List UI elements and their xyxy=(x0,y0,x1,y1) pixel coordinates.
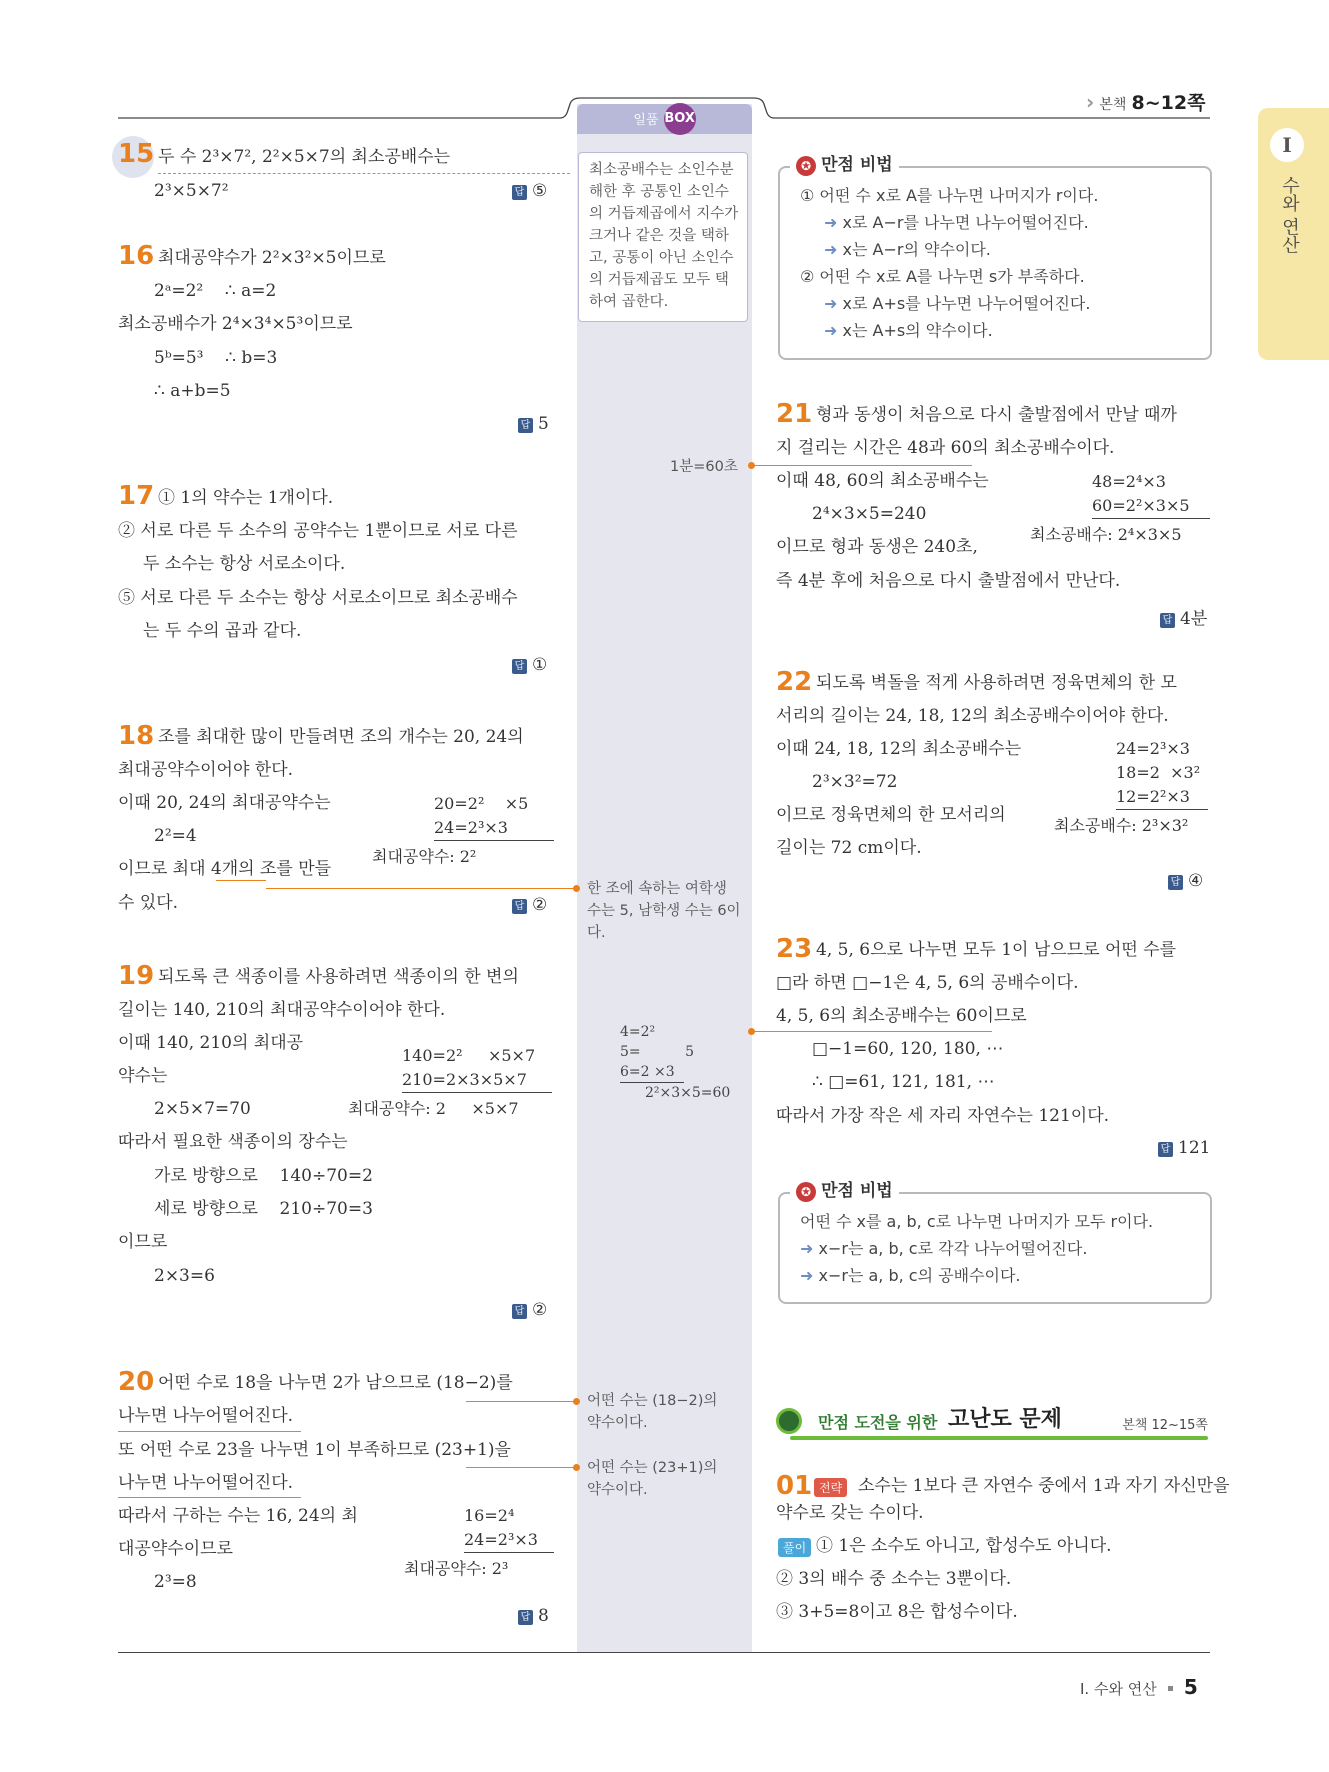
answer-icon: 답 xyxy=(1168,875,1183,890)
problem-21-line4: 2⁴×3×5=240 xyxy=(812,504,927,524)
problem-22-number: 22 xyxy=(776,667,813,697)
answer-icon: 답 xyxy=(518,418,533,433)
problem-22-answer: 답 ④ xyxy=(1168,871,1203,891)
arrow-icon: ➜ xyxy=(824,294,838,313)
problem-15-line2: 2³×5×7² xyxy=(154,181,229,201)
problem-22-line2: 서리의 길이는 24, 18, 12의 최소공배수이어야 한다. xyxy=(776,706,1169,726)
problem-22-line4: 2³×3²=72 xyxy=(812,772,898,792)
solution-badge: 풀이 xyxy=(778,1538,811,1557)
problem-19-line10: 2×3=6 xyxy=(154,1266,215,1286)
problem-20-calc: 16=2⁴ 24=2³×3 최대공약수: 2³ xyxy=(404,1504,554,1581)
answer-icon: 답 xyxy=(1160,613,1175,628)
connector-21 xyxy=(752,465,972,466)
problem-21-line5: 이므로 형과 동생은 240초, xyxy=(776,537,978,557)
problem-16-answer: 답 5 xyxy=(518,414,549,434)
answer-icon: 답 xyxy=(512,1304,527,1319)
problem-19-line1: 되도록 큰 색종이를 사용하려면 색종이의 한 변의 xyxy=(158,967,519,987)
problem-18-number: 18 xyxy=(118,721,155,751)
problem-17-line4: ⑤ 서로 다른 두 소수는 항상 서로소이므로 최소공배수 xyxy=(118,588,518,608)
answer-icon: 답 xyxy=(512,659,527,674)
problem-18-line4: 2²=4 xyxy=(154,826,197,846)
problem-20-line7: 2³=8 xyxy=(154,1572,197,1592)
problem-21-line2: 지 걸리는 시간은 48과 60의 최소공배수이다. xyxy=(776,438,1115,458)
connector-20a-dot xyxy=(573,1398,580,1405)
footer-rule xyxy=(118,1652,1210,1653)
underline-20b xyxy=(118,1497,301,1498)
problem-15-answer: 답 ⑤ xyxy=(512,181,547,201)
problem-15-line1: 두 수 2³×7², 2²×5×7의 최소공배수는 xyxy=(158,147,451,167)
problem-22-calc: 24=2³×3 18=2 ×3² 12=2²×3 최소공배수: 2³×3² xyxy=(1054,737,1208,838)
problem-21-number: 21 xyxy=(776,399,813,429)
connector-20b xyxy=(466,1467,576,1468)
connector-18 xyxy=(216,880,266,881)
problem-19-calc: 140=2² ×5×7 210=2×3×5×7 최대공약수: 2 ×5×7 xyxy=(348,1044,552,1121)
problem-15-number: 15 xyxy=(118,139,155,169)
sidebar-note-group: 한 조에 속하는 여학생 수는 5, 남학생 수는 6이 다. xyxy=(587,881,741,941)
problem-22-line6: 길이는 72 cm이다. xyxy=(776,838,922,858)
problem-17-answer: 답 ① xyxy=(512,655,547,675)
lightbulb-icon: ✪ xyxy=(796,156,816,176)
answer-icon: 답 xyxy=(518,1610,533,1625)
problem-16-number: 16 xyxy=(118,241,155,271)
arrow-icon: ➜ xyxy=(824,213,838,232)
problem-01-number: 01 xyxy=(776,1471,813,1501)
problem-21-line6: 즉 4분 후에 처음으로 다시 출발점에서 만난다. xyxy=(776,571,1121,591)
problem-18-line2: 최대공약수이어야 한다. xyxy=(118,760,294,780)
problem-01-line3: ③ 3+5=8이고 8은 합성수이다. xyxy=(776,1602,1018,1622)
problem-20-line2: 나누면 나누어떨어진다. xyxy=(118,1406,294,1426)
problem-20-line4: 나누면 나누어떨어진다. xyxy=(118,1473,294,1493)
chapter-title: 수와 연산 xyxy=(1279,176,1300,254)
problem-19-line9: 이므로 xyxy=(118,1232,168,1252)
problem-01-line2: ② 3의 배수 중 소수는 3뿐이다. xyxy=(776,1569,1012,1589)
arrow-icon: ➜ xyxy=(824,321,838,340)
problem-01-line1: ① 1은 소수도 아니고, 합성수도 아니다. xyxy=(816,1536,1112,1556)
problem-16-line3: 최소공배수가 2⁴×3⁴×5³이므로 xyxy=(118,314,353,334)
problem-17-line5: 는 두 수의 곱과 같다. xyxy=(143,621,302,641)
problem-18-line5: 이므로 최대 4개의 조를 만들 xyxy=(118,859,332,879)
lightbulb-icon: ✪ xyxy=(796,1182,816,1202)
connector-20b-dot xyxy=(573,1464,580,1471)
problem-20-line1: 어떤 수로 18을 나누면 2가 남으므로 (18−2)를 xyxy=(158,1373,513,1393)
connector-23 xyxy=(752,1031,992,1032)
problem-21-line3: 이때 48, 60의 최소공배수는 xyxy=(776,471,989,491)
problem-17-line3: 두 소수는 항상 서로소이다. xyxy=(143,554,346,574)
problem-23-answer: 답 121 xyxy=(1158,1138,1210,1158)
problem-22-line1: 되도록 벽돌을 적게 사용하려면 정육면체의 한 모 xyxy=(816,673,1177,693)
box-header: 일품 BOX xyxy=(577,104,752,134)
problem-18-line3: 이때 20, 24의 최대공약수는 xyxy=(118,793,331,813)
sidebar-calc: 4=2² 5= 5 6=2 ×3 2²×3×5=60 xyxy=(620,1024,731,1101)
tip-2-lines: 어떤 수 x를 a, b, c로 나누면 나머지가 모두 r이다. ➜ x−r는 a, b, c로 각각 나누어떨어진다. ➜ x−r는 a, b, c의 공배수이다. xyxy=(800,1212,1154,1285)
sidebar-box-lcm: 최소공배수는 소인수분 해한 후 공통인 소인수 의 거듭제곱에서 지수가 크거나 같은 것을 택하 고, 공통이 아닌 소인수 의 거듭제곱도 모두 택 하여 곱한다. xyxy=(578,152,748,322)
section-header: 만점 도전을 위한 고난도 문제 본책 12~15쪽 xyxy=(776,1400,1208,1444)
arrow-icon: ➜ xyxy=(800,1266,814,1285)
problem-17-number: 17 xyxy=(118,481,155,511)
problem-20-line5: 따라서 구하는 수는 16, 24의 최 xyxy=(118,1506,358,1526)
connector-21-dot xyxy=(748,462,755,469)
page-ref: › 본책 8~12쪽 xyxy=(1086,90,1206,114)
problem-19-line8: 세로 방향으로 210÷70=3 xyxy=(154,1199,373,1219)
sidebar-note-20b: 어떤 수는 (23+1)의 약수이다. xyxy=(587,1460,718,1498)
problem-23-line5: ∴ □=61, 121, 181, ⋯ xyxy=(812,1072,995,1092)
problem-19-line2: 길이는 140, 210의 최대공약수이어야 한다. xyxy=(118,1000,446,1020)
problem-23-line2: □라 하면 □−1은 4, 5, 6의 공배수이다. xyxy=(776,973,1079,993)
strategy-badge: 전략 xyxy=(814,1478,847,1497)
problem-18-answer: 답 ② xyxy=(512,895,547,915)
answer-icon: 답 xyxy=(512,899,527,914)
connector-20a xyxy=(466,1401,576,1402)
problem-19-answer: 답 ② xyxy=(512,1300,547,1320)
problem-15-dashed xyxy=(158,173,570,174)
problem-19-number: 19 xyxy=(118,961,155,991)
problem-22-line3: 이때 24, 18, 12의 최소공배수는 xyxy=(776,739,1022,759)
tip-2-header: ✪ 만점 비법 xyxy=(790,1176,899,1202)
arrow-icon: ➜ xyxy=(800,1239,814,1258)
sidebar-note-20a: 어떤 수는 (18−2)의 약수이다. xyxy=(587,1393,718,1431)
problem-23-number: 23 xyxy=(776,934,813,964)
connector-18-dot xyxy=(573,885,580,892)
answer-icon: 답 xyxy=(512,185,527,200)
section-dot xyxy=(776,1408,802,1434)
connector-18b xyxy=(266,888,579,889)
problem-21-line1: 형과 동생이 처음으로 다시 출발점에서 만날 때까 xyxy=(816,405,1177,425)
problem-01-lead: 소수는 1보다 큰 자연수 중에서 1과 자기 자신만을 xyxy=(858,1476,1230,1496)
chapter-tab xyxy=(1258,108,1329,360)
problem-19-line4: 약수는 xyxy=(118,1066,168,1086)
footer-square xyxy=(1168,1686,1173,1691)
underline-20a xyxy=(118,1431,301,1432)
problem-17-line2: ② 서로 다른 두 소수의 공약수는 1뿐이므로 서로 다른 xyxy=(118,521,518,541)
problem-16-line5: ∴ a+b=5 xyxy=(154,381,231,401)
problem-21-calc: 48=2⁴×3 60=2²×3×5 최소공배수: 2⁴×3×5 xyxy=(1030,470,1210,547)
problem-19-line3: 이때 140, 210의 최대공 xyxy=(118,1033,304,1053)
tip-1-lines: ① 어떤 수 x로 A를 나누면 나머지가 r이다. ➜ x로 A−r를 나누면 나누어떨어진다. ➜ x는 A−r의 약수이다. ② 어떤 수 x로 A를 나누면 s가 부족하다. ➜ x로 A+s를 나누면 나누어떨어진다. ➜ x는 A+s의 약수이다. xyxy=(800,186,1099,340)
answer-icon: 답 xyxy=(1158,1142,1173,1157)
footer: I. 수와 연산 5 xyxy=(1080,1675,1198,1699)
problem-18-calc: 20=2² ×5 24=2³×3 최대공약수: 2² xyxy=(372,792,554,869)
problem-20-line3: 또 어떤 수로 23을 나누면 1이 부족하므로 (23+1)을 xyxy=(118,1440,511,1460)
problem-17-line1: ① 1의 약수는 1개이다. xyxy=(158,488,334,508)
problem-16-line1: 최대공약수가 2²×3²×5이므로 xyxy=(158,248,386,268)
problem-18-line1: 조를 최대한 많이 만들려면 조의 개수는 20, 24의 xyxy=(158,727,524,747)
problem-19-line7: 가로 방향으로 140÷70=2 xyxy=(154,1166,373,1186)
problem-16-line2: 2ᵃ=2² ∴ a=2 xyxy=(154,281,277,301)
problem-23-line4: □−1=60, 120, 180, ⋯ xyxy=(812,1039,1004,1059)
problem-18-line6: 수 있다. xyxy=(118,893,179,913)
problem-01-lead2: 약수로 갖는 수이다. xyxy=(776,1503,924,1523)
problem-16-line4: 5ᵇ=5³ ∴ b=3 xyxy=(154,348,278,368)
problem-23-line1: 4, 5, 6으로 나누면 모두 1이 남으므로 어떤 수를 xyxy=(816,940,1177,960)
problem-19-line6: 따라서 필요한 색종이의 장수는 xyxy=(118,1132,348,1152)
problem-22-line5: 이므로 정육면체의 한 모서리의 xyxy=(776,805,1006,825)
problem-19-line5: 2×5×7=70 xyxy=(154,1099,251,1119)
tip-1-header: ✪ 만점 비법 xyxy=(790,150,899,176)
section-bar xyxy=(790,1436,1208,1440)
problem-23-line3: 4, 5, 6의 최소공배수는 60이므로 xyxy=(776,1006,1027,1026)
problem-20-number: 20 xyxy=(118,1367,155,1397)
connector-23-dot xyxy=(748,1028,755,1035)
problem-23-line6: 따라서 가장 작은 세 자리 자연수는 121이다. xyxy=(776,1106,1110,1126)
chapter-roman: I xyxy=(1270,128,1304,162)
sidebar-note-time: 1분=60초 xyxy=(670,459,738,475)
problem-20-line6: 대공약수이므로 xyxy=(118,1539,233,1559)
problem-21-answer: 답 4분 xyxy=(1160,604,1207,629)
arrow-icon: ➜ xyxy=(824,240,838,259)
problem-20-answer: 답 8 xyxy=(518,1606,549,1626)
